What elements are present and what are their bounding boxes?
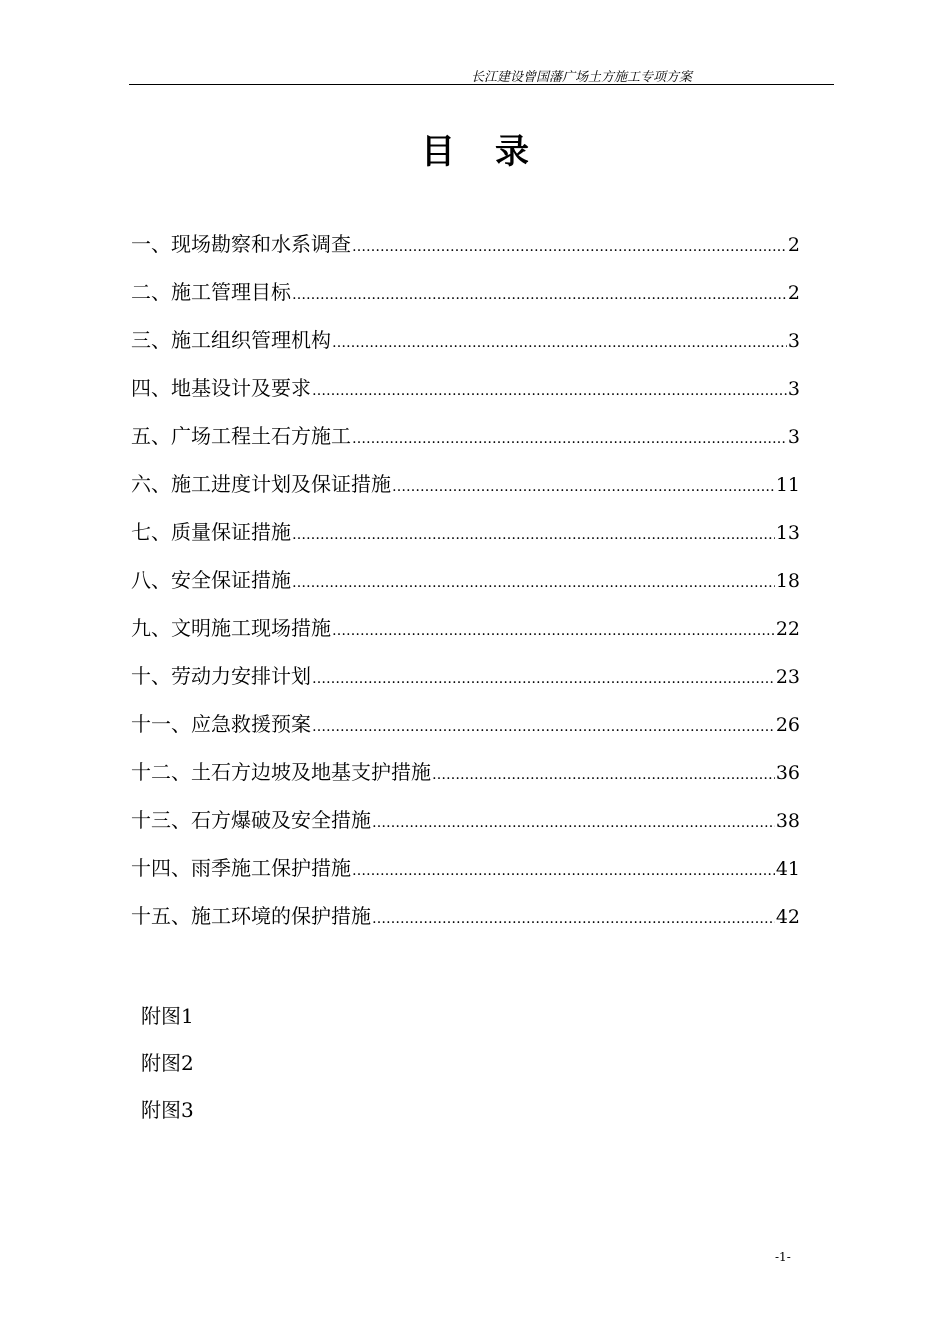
toc-leader-dots [292, 575, 775, 591]
toc-entry-page: 22 [775, 618, 800, 640]
toc-leader-dots [352, 239, 787, 255]
page-number: -1- [775, 1250, 791, 1264]
toc-entry-page: 23 [775, 666, 800, 688]
toc-entry-page: 26 [775, 714, 800, 736]
toc-entry-page: 42 [775, 906, 800, 928]
toc-entry-label: 三、施工组织管理机构 [131, 328, 331, 352]
toc-entry-page: 41 [775, 858, 800, 880]
appendix-item[interactable]: 附图2 [141, 1051, 194, 1075]
toc-entry-page: 36 [775, 762, 800, 784]
toc-entry[interactable] [131, 324, 800, 372]
toc-entry[interactable] [131, 420, 800, 468]
toc-entry-page: 11 [775, 474, 800, 496]
toc-leader-dots [352, 863, 775, 879]
toc-entry-page: 38 [775, 810, 800, 832]
toc-entry-label: 六、施工进度计划及保证措施 [131, 472, 391, 496]
toc-entry[interactable] [131, 372, 800, 420]
toc-leader-dots [292, 287, 787, 303]
table-of-contents [131, 228, 800, 948]
toc-entry[interactable] [131, 612, 800, 660]
toc-leader-dots [312, 383, 787, 399]
toc-entry-page: 13 [775, 522, 800, 544]
toc-entry-label: 七、质量保证措施 [131, 520, 291, 544]
header-text: 长江建设曾国藩广场土方施工专项方案 [470, 70, 692, 85]
toc-entry[interactable] [131, 804, 800, 852]
page-title: 目录 [421, 132, 569, 172]
toc-leader-dots [372, 911, 775, 927]
toc-entry-label: 十五、施工环境的保护措施 [131, 904, 371, 928]
toc-entry[interactable] [131, 564, 800, 612]
toc-entry[interactable] [131, 756, 800, 804]
toc-leader-dots [332, 335, 787, 351]
toc-entry-label: 八、安全保证措施 [131, 568, 291, 592]
toc-entry[interactable] [131, 468, 800, 516]
toc-leader-dots [312, 671, 775, 687]
toc-entry-label: 九、文明施工现场措施 [131, 616, 331, 640]
toc-entry[interactable] [131, 900, 800, 948]
toc-entry-page: 3 [787, 378, 800, 400]
appendix-list [141, 1000, 194, 1141]
toc-entry-label: 十四、雨季施工保护措施 [131, 856, 351, 880]
toc-leader-dots [312, 719, 775, 735]
toc-entry-page: 2 [787, 282, 800, 304]
toc-entry-label: 四、地基设计及要求 [131, 376, 311, 400]
toc-leader-dots [392, 479, 775, 495]
toc-leader-dots [332, 623, 775, 639]
toc-leader-dots [372, 815, 775, 831]
toc-entry-label: 十三、石方爆破及安全措施 [131, 808, 371, 832]
toc-entry[interactable] [131, 660, 800, 708]
toc-leader-dots [352, 431, 787, 447]
toc-entry-label: 十、劳动力安排计划 [131, 664, 311, 688]
toc-leader-dots [292, 527, 775, 543]
toc-entry[interactable] [131, 276, 800, 324]
toc-entry-label: 五、广场工程土石方施工 [131, 424, 351, 448]
toc-entry-page: 3 [787, 426, 800, 448]
toc-entry-label: 十二、土石方边坡及地基支护措施 [131, 760, 431, 784]
appendix-item[interactable]: 附图3 [141, 1098, 194, 1122]
toc-entry-page: 3 [787, 330, 800, 352]
toc-entry-page: 2 [787, 234, 800, 256]
toc-entry-label: 十一、应急救援预案 [131, 712, 311, 736]
toc-entry-label: 一、现场勘察和水系调查 [131, 232, 351, 256]
toc-leader-dots [432, 767, 775, 783]
toc-entry[interactable] [131, 516, 800, 564]
toc-entry[interactable] [131, 228, 800, 276]
toc-entry-label: 二、施工管理目标 [131, 280, 291, 304]
toc-entry[interactable] [131, 852, 800, 900]
page-header [129, 62, 834, 85]
toc-entry[interactable] [131, 708, 800, 756]
appendix-item[interactable]: 附图1 [141, 1004, 194, 1028]
toc-entry-page: 18 [775, 570, 800, 592]
